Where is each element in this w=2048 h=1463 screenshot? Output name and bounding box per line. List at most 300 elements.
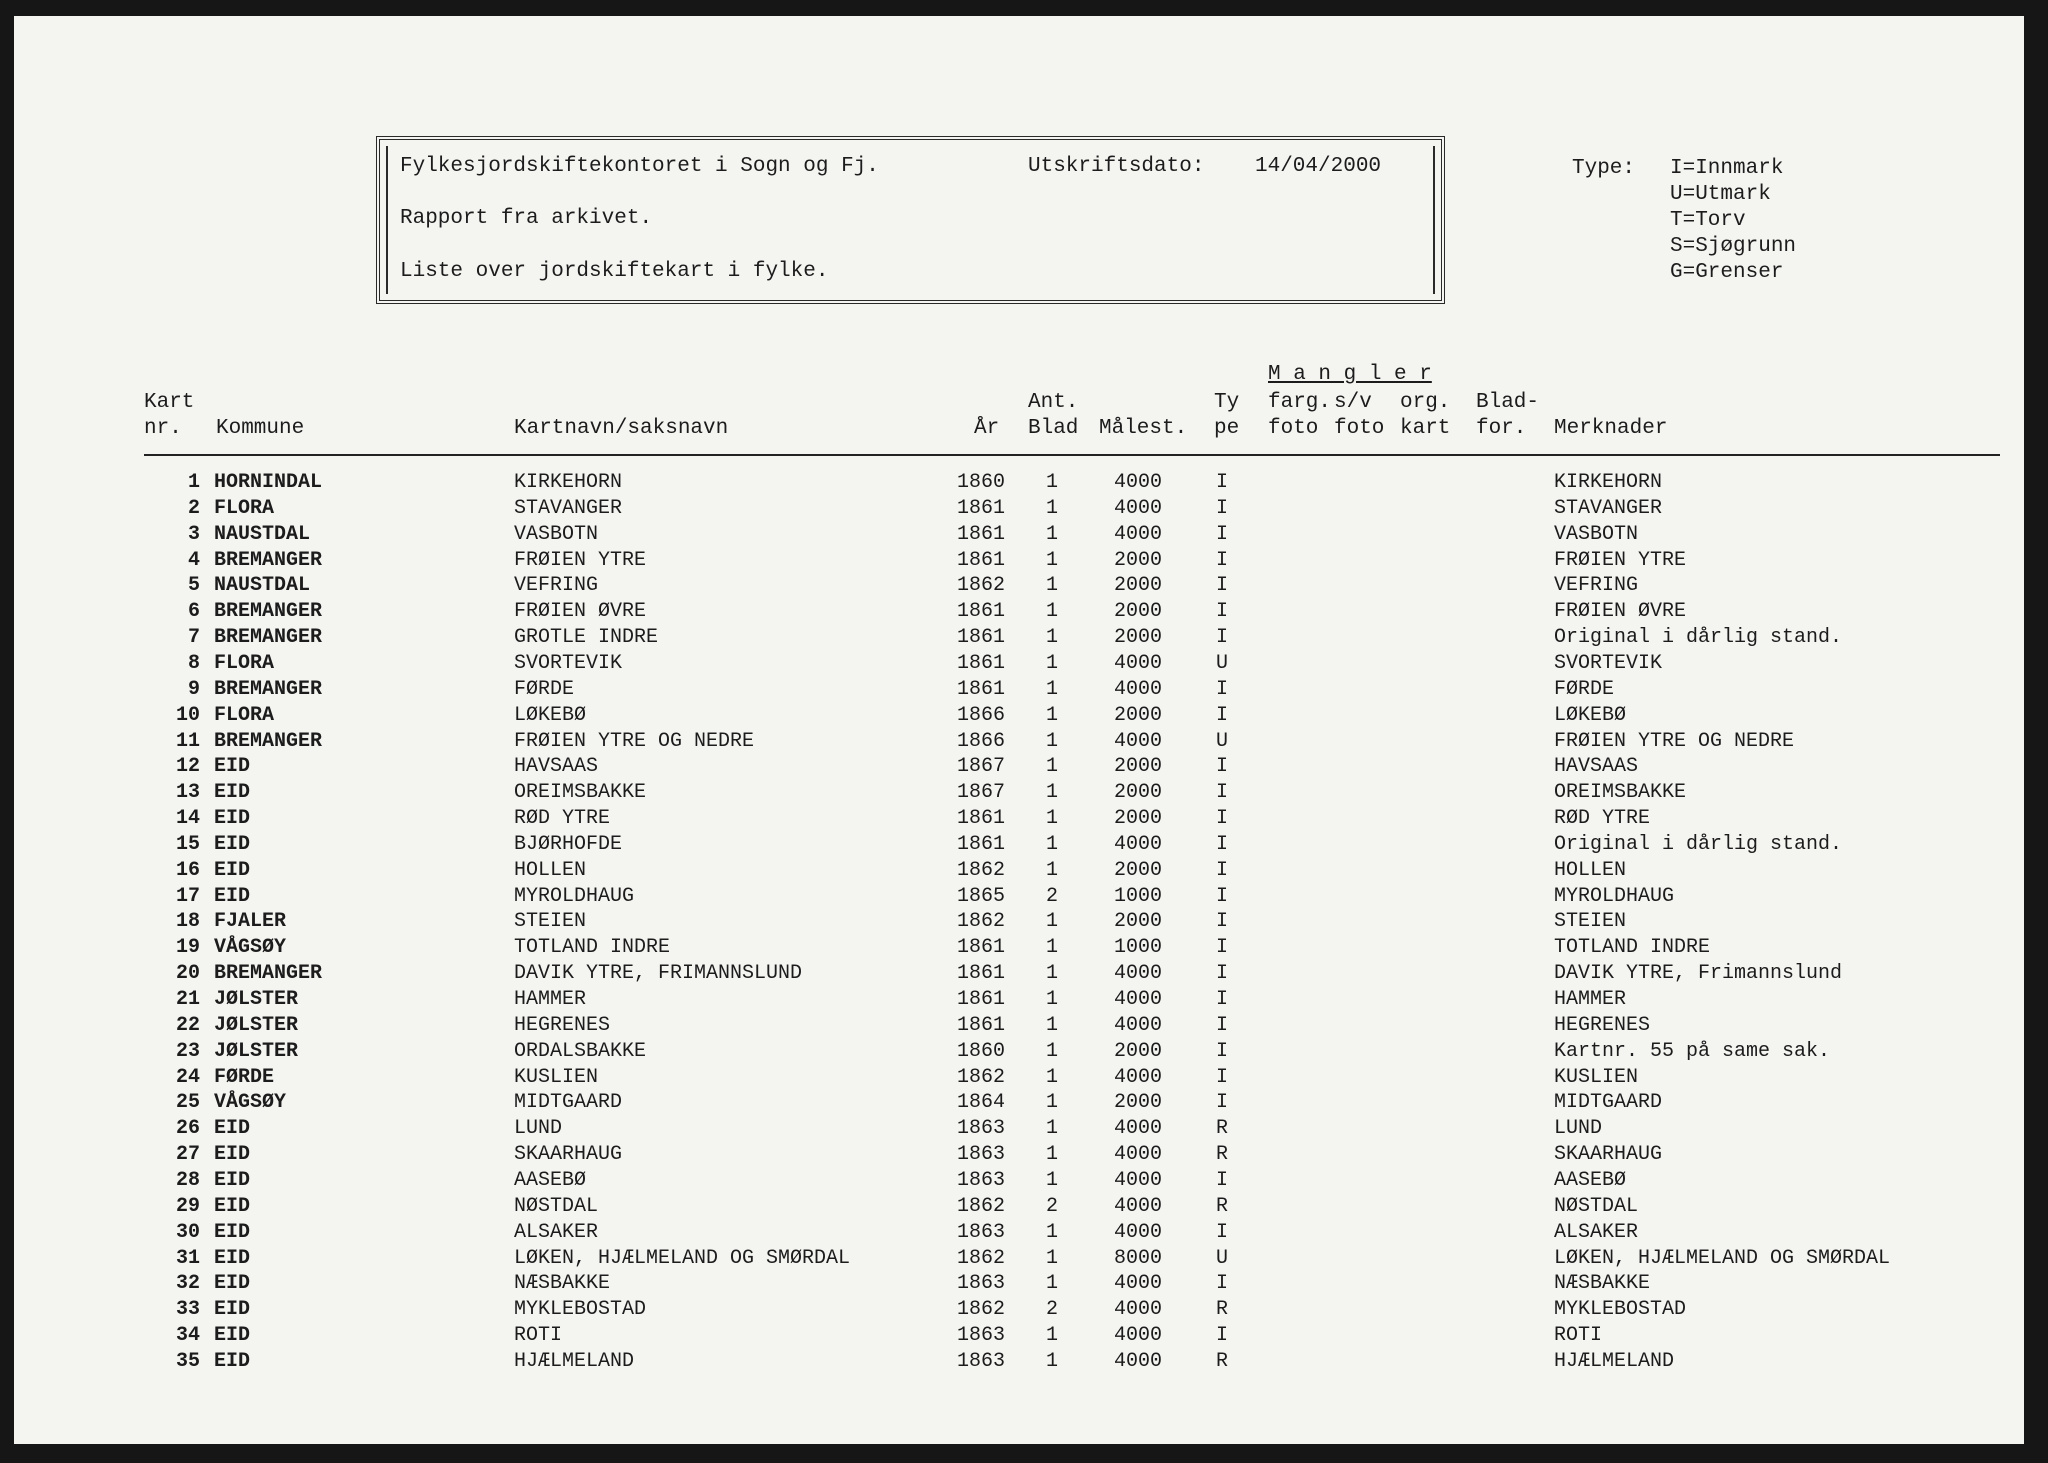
merknad-cell: LØKEN, HJÆLMELAND OG SMØRDAL bbox=[1554, 1246, 1891, 1270]
col-kartnavn: Kartnavn/saksnavn bbox=[514, 417, 729, 440]
malestokk-cell: 4000 bbox=[1114, 471, 1163, 494]
kommune-cell: NAUSTDAL bbox=[214, 574, 311, 598]
kart-nr-cell: 29 bbox=[175, 1194, 200, 1218]
malestokk-cell: 4000 bbox=[1114, 1143, 1163, 1167]
kart-nr-cell: 26 bbox=[175, 1117, 200, 1141]
kartnavn-cell: STEIEN bbox=[514, 910, 587, 934]
ar-cell: 1863 bbox=[957, 1220, 1006, 1244]
ant-blad-cell: 1 bbox=[1046, 1013, 1059, 1037]
kartnavn-cell: LØKEBØ bbox=[514, 703, 587, 727]
malestokk-cell: 4000 bbox=[1114, 1168, 1163, 1192]
kommune-cell: BREMANGER bbox=[214, 626, 323, 650]
kart-nr-cell: 16 bbox=[175, 858, 200, 882]
malestokk-cell: 2000 bbox=[1114, 807, 1163, 831]
col-ant-blad: Blad bbox=[1028, 417, 1079, 440]
kartnavn-cell: KUSLIEN bbox=[514, 1065, 599, 1089]
malestokk-cell: 4000 bbox=[1114, 522, 1163, 546]
ar-cell: 1861 bbox=[957, 936, 1006, 960]
kartnavn-cell: VASBOTN bbox=[514, 522, 599, 546]
kartnavn-cell: OREIMSBAKKE bbox=[514, 781, 647, 805]
ar-cell: 1861 bbox=[957, 496, 1006, 520]
kart-nr-cell: 5 bbox=[187, 574, 200, 598]
kommune-cell: EID bbox=[214, 807, 251, 831]
type-cell: R bbox=[1216, 1349, 1229, 1373]
type-cell: I bbox=[1216, 626, 1229, 650]
ar-cell: 1861 bbox=[957, 626, 1006, 650]
kart-nr-cell: 12 bbox=[175, 755, 200, 779]
ar-cell: 1861 bbox=[957, 988, 1006, 1011]
table-row bbox=[14, 1090, 2024, 1116]
type-cell: I bbox=[1216, 962, 1229, 986]
malestokk-cell: 4000 bbox=[1114, 962, 1163, 986]
kommune-cell: EID bbox=[214, 1194, 251, 1218]
ant-blad-cell: 1 bbox=[1046, 496, 1059, 520]
kommune-cell: FLORA bbox=[214, 496, 275, 520]
malestokk-cell: 4000 bbox=[1114, 1013, 1163, 1037]
ar-cell: 1866 bbox=[957, 729, 1006, 753]
kartnavn-cell: AASEBØ bbox=[514, 1168, 587, 1192]
type-legend-label: Type: bbox=[1572, 157, 1636, 180]
table-row bbox=[14, 780, 2024, 806]
merknad-cell: NØSTDAL bbox=[1554, 1194, 1639, 1218]
ar-cell: 1860 bbox=[957, 1039, 1006, 1063]
kommune-cell: HORNINDAL bbox=[214, 471, 323, 494]
type-cell: U bbox=[1216, 729, 1229, 753]
kommune-cell: FLORA bbox=[214, 703, 275, 727]
ar-cell: 1863 bbox=[957, 1272, 1006, 1296]
kart-nr-cell: 8 bbox=[187, 651, 200, 675]
malestokk-cell: 4000 bbox=[1114, 1117, 1163, 1141]
col-sv-foto: foto bbox=[1334, 417, 1385, 440]
table-row bbox=[14, 599, 2024, 625]
ant-blad-cell: 1 bbox=[1046, 1272, 1059, 1296]
kart-nr-cell: 28 bbox=[175, 1168, 200, 1192]
type-legend-item: S=Sjøgrunn bbox=[1670, 235, 1797, 258]
mangler-heading: M a n g l e r bbox=[1268, 363, 1432, 386]
kartnavn-cell: SVORTEVIK bbox=[514, 651, 623, 675]
type-cell: I bbox=[1216, 832, 1229, 856]
malestokk-cell: 4000 bbox=[1114, 496, 1163, 520]
merknad-cell: ALSAKER bbox=[1554, 1220, 1639, 1244]
print-date: 14/04/2000 bbox=[1255, 155, 1382, 178]
ar-cell: 1862 bbox=[957, 1246, 1006, 1270]
ant-blad-cell: 1 bbox=[1046, 600, 1059, 624]
kart-nr-cell: 3 bbox=[187, 522, 200, 546]
kart-nr-cell: 31 bbox=[175, 1246, 200, 1270]
kart-nr-cell: 6 bbox=[187, 600, 200, 624]
ant-blad-cell: 1 bbox=[1046, 962, 1059, 986]
kart-nr-cell: 34 bbox=[175, 1324, 200, 1348]
table-row bbox=[14, 1194, 2024, 1220]
malestokk-cell: 2000 bbox=[1114, 910, 1163, 934]
malestokk-cell: 4000 bbox=[1114, 1298, 1163, 1322]
table-row bbox=[14, 832, 2024, 858]
kommune-cell: BREMANGER bbox=[214, 600, 323, 624]
type-cell: I bbox=[1216, 755, 1229, 779]
kommune-cell: VÅGSØY bbox=[214, 1091, 287, 1115]
ar-cell: 1862 bbox=[957, 910, 1006, 934]
ar-cell: 1861 bbox=[957, 522, 1006, 546]
table-row bbox=[14, 1349, 2024, 1375]
merknad-cell: DAVIK YTRE, Frimannslund bbox=[1554, 962, 1843, 986]
table-row bbox=[14, 909, 2024, 935]
type-cell: I bbox=[1216, 677, 1229, 701]
kommune-cell: EID bbox=[214, 1143, 251, 1167]
table-row bbox=[14, 1142, 2024, 1168]
merknad-cell: FRØIEN YTRE OG NEDRE bbox=[1554, 729, 1795, 753]
ant-blad-cell: 1 bbox=[1046, 1039, 1059, 1063]
ant-blad-cell: 1 bbox=[1046, 548, 1059, 572]
type-cell: I bbox=[1216, 781, 1229, 805]
table-row bbox=[14, 1116, 2024, 1142]
col-org-kart: kart bbox=[1400, 417, 1451, 440]
malestokk-cell: 1000 bbox=[1114, 936, 1163, 960]
merknad-cell: NÆSBAKKE bbox=[1554, 1272, 1651, 1296]
ant-blad-cell: 1 bbox=[1046, 651, 1059, 675]
ar-cell: 1864 bbox=[957, 1091, 1006, 1115]
type-cell: I bbox=[1216, 522, 1229, 546]
type-cell: I bbox=[1216, 1324, 1229, 1348]
ant-blad-cell: 1 bbox=[1046, 910, 1059, 934]
kart-nr-cell: 20 bbox=[175, 962, 200, 986]
type-cell: I bbox=[1216, 600, 1229, 624]
ar-cell: 1861 bbox=[957, 1013, 1006, 1037]
table-row bbox=[14, 1065, 2024, 1091]
ar-cell: 1862 bbox=[957, 1194, 1006, 1218]
kommune-cell: EID bbox=[214, 858, 251, 882]
table-row bbox=[14, 573, 2024, 599]
merknad-cell: HJÆLMELAND bbox=[1554, 1349, 1675, 1373]
col-type: Ty bbox=[1214, 391, 1240, 414]
type-cell: I bbox=[1216, 988, 1229, 1011]
merknad-cell: OREIMSBAKKE bbox=[1554, 781, 1687, 805]
kartnavn-cell: HAMMER bbox=[514, 988, 587, 1011]
merknad-cell: LØKEBØ bbox=[1554, 703, 1627, 727]
kart-nr-cell: 17 bbox=[175, 884, 200, 908]
kart-nr-cell: 33 bbox=[175, 1298, 200, 1322]
table-row bbox=[14, 522, 2024, 548]
kart-nr-cell: 10 bbox=[175, 703, 200, 727]
kartnavn-cell: DAVIK YTRE, FRIMANNSLUND bbox=[514, 962, 803, 986]
type-cell: I bbox=[1216, 1091, 1229, 1115]
merknad-cell: FRØIEN ØVRE bbox=[1554, 600, 1687, 624]
ant-blad-cell: 1 bbox=[1046, 858, 1059, 882]
ant-blad-cell: 1 bbox=[1046, 807, 1059, 831]
table-row bbox=[14, 987, 2024, 1013]
kommune-cell: VÅGSØY bbox=[214, 936, 287, 960]
type-cell: I bbox=[1216, 1220, 1229, 1244]
kartnavn-cell: SKAARHAUG bbox=[514, 1143, 623, 1167]
table-row bbox=[14, 1246, 2024, 1272]
type-cell: I bbox=[1216, 1039, 1229, 1063]
type-cell: I bbox=[1216, 496, 1229, 520]
table-row bbox=[14, 884, 2024, 910]
ant-blad-cell: 1 bbox=[1046, 703, 1059, 727]
report-subtitle: Rapport fra arkivet. bbox=[400, 207, 653, 230]
merknad-cell: Original i dårlig stand. bbox=[1554, 832, 1843, 856]
table-row bbox=[14, 858, 2024, 884]
malestokk-cell: 2000 bbox=[1114, 858, 1163, 882]
kommune-cell: JØLSTER bbox=[214, 1039, 299, 1063]
print-date-label: Utskriftsdato: bbox=[1028, 155, 1205, 178]
kart-nr-cell: 22 bbox=[175, 1013, 200, 1037]
type-cell: U bbox=[1216, 1246, 1229, 1270]
ant-blad-cell: 1 bbox=[1046, 988, 1059, 1011]
malestokk-cell: 2000 bbox=[1114, 548, 1163, 572]
merknad-cell: KUSLIEN bbox=[1554, 1065, 1639, 1089]
col-farg-foto: farg. bbox=[1268, 391, 1332, 414]
ar-cell: 1862 bbox=[957, 574, 1006, 598]
ant-blad-cell: 2 bbox=[1046, 884, 1059, 908]
merknad-cell: HEGRENES bbox=[1554, 1013, 1651, 1037]
merknad-cell: MYKLEBOSTAD bbox=[1554, 1298, 1687, 1322]
malestokk-cell: 2000 bbox=[1114, 574, 1163, 598]
ant-blad-cell: 1 bbox=[1046, 574, 1059, 598]
merknad-cell: RØD YTRE bbox=[1554, 807, 1651, 831]
ar-cell: 1861 bbox=[957, 832, 1006, 856]
type-legend-item: I=Innmark bbox=[1670, 157, 1784, 180]
malestokk-cell: 2000 bbox=[1114, 781, 1163, 805]
ar-cell: 1861 bbox=[957, 677, 1006, 701]
kommune-cell: FLORA bbox=[214, 651, 275, 675]
table-row bbox=[14, 625, 2024, 651]
kommune-cell: EID bbox=[214, 1246, 251, 1270]
kartnavn-cell: VEFRING bbox=[514, 574, 599, 598]
merknad-cell: MIDTGAARD bbox=[1554, 1091, 1663, 1115]
merknad-cell: VEFRING bbox=[1554, 574, 1639, 598]
kommune-cell: EID bbox=[214, 1168, 251, 1192]
table-row bbox=[14, 754, 2024, 780]
kommune-cell: EID bbox=[214, 755, 251, 779]
kartnavn-cell: TOTLAND INDRE bbox=[514, 936, 671, 960]
kart-nr-cell: 9 bbox=[187, 677, 200, 701]
col-sv-foto: s/v bbox=[1334, 391, 1372, 414]
col-kart-nr: Kart bbox=[144, 391, 195, 414]
kart-nr-cell: 19 bbox=[175, 936, 200, 960]
ant-blad-cell: 1 bbox=[1046, 626, 1059, 650]
table-row bbox=[14, 1013, 2024, 1039]
malestokk-cell: 2000 bbox=[1114, 600, 1163, 624]
malestokk-cell: 4000 bbox=[1114, 677, 1163, 701]
kartnavn-cell: GROTLE INDRE bbox=[514, 626, 659, 650]
kart-nr-cell: 21 bbox=[175, 988, 200, 1011]
kommune-cell: EID bbox=[214, 1298, 251, 1322]
merknad-cell: HAVSAAS bbox=[1554, 755, 1639, 779]
kartnavn-cell: RØD YTRE bbox=[514, 807, 611, 831]
kommune-cell: FJALER bbox=[214, 910, 287, 934]
ar-cell: 1861 bbox=[957, 651, 1006, 675]
malestokk-cell: 2000 bbox=[1114, 703, 1163, 727]
col-kommune: Kommune bbox=[216, 417, 305, 440]
malestokk-cell: 4000 bbox=[1114, 1324, 1163, 1348]
col-ant-blad: Ant. bbox=[1028, 391, 1079, 414]
malestokk-cell: 2000 bbox=[1114, 1039, 1163, 1063]
type-cell: I bbox=[1216, 574, 1229, 598]
ar-cell: 1867 bbox=[957, 781, 1006, 805]
document-page bbox=[14, 16, 2024, 1444]
ar-cell: 1861 bbox=[957, 600, 1006, 624]
kommune-cell: EID bbox=[214, 884, 251, 908]
merknad-cell: VASBOTN bbox=[1554, 522, 1639, 546]
type-cell: I bbox=[1216, 1065, 1229, 1089]
type-cell: I bbox=[1216, 858, 1229, 882]
kommune-cell: EID bbox=[214, 1349, 251, 1373]
kartnavn-cell: NÆSBAKKE bbox=[514, 1272, 611, 1296]
ant-blad-cell: 1 bbox=[1046, 677, 1059, 701]
merknad-cell: Original i dårlig stand. bbox=[1554, 626, 1843, 650]
kartnavn-cell: HEGRENES bbox=[514, 1013, 611, 1037]
report-title: Liste over jordskiftekart i fylke. bbox=[400, 260, 829, 283]
type-cell: I bbox=[1216, 807, 1229, 831]
kommune-cell: BREMANGER bbox=[214, 962, 323, 986]
type-legend-item: G=Grenser bbox=[1670, 261, 1784, 284]
kommune-cell: FØRDE bbox=[214, 1065, 275, 1089]
malestokk-cell: 4000 bbox=[1114, 1349, 1163, 1373]
kommune-cell: BREMANGER bbox=[214, 677, 323, 701]
merknad-cell: HAMMER bbox=[1554, 988, 1627, 1011]
kartnavn-cell: LUND bbox=[514, 1117, 563, 1141]
col-org-kart: org. bbox=[1400, 391, 1451, 414]
col-merknader: Merknader bbox=[1554, 417, 1668, 440]
ant-blad-cell: 1 bbox=[1046, 832, 1059, 856]
merknad-cell: STAVANGER bbox=[1554, 496, 1663, 520]
kart-nr-cell: 23 bbox=[175, 1039, 200, 1063]
type-cell: R bbox=[1216, 1143, 1229, 1167]
type-cell: U bbox=[1216, 651, 1229, 675]
table-row bbox=[14, 548, 2024, 574]
kartnavn-cell: FRØIEN YTRE bbox=[514, 548, 647, 572]
kommune-cell: EID bbox=[214, 781, 251, 805]
ant-blad-cell: 1 bbox=[1046, 729, 1059, 753]
ant-blad-cell: 1 bbox=[1046, 781, 1059, 805]
kartnavn-cell: FØRDE bbox=[514, 677, 575, 701]
kart-nr-cell: 7 bbox=[187, 626, 200, 650]
type-cell: I bbox=[1216, 548, 1229, 572]
kartnavn-cell: STAVANGER bbox=[514, 496, 623, 520]
malestokk-cell: 4000 bbox=[1114, 729, 1163, 753]
table-row bbox=[14, 729, 2024, 755]
malestokk-cell: 4000 bbox=[1114, 988, 1163, 1011]
ant-blad-cell: 1 bbox=[1046, 1065, 1059, 1089]
ant-blad-cell: 1 bbox=[1046, 522, 1059, 546]
merknad-cell: LUND bbox=[1554, 1117, 1603, 1141]
col-type: pe bbox=[1214, 417, 1240, 440]
malestokk-cell: 4000 bbox=[1114, 1220, 1163, 1244]
malestokk-cell: 4000 bbox=[1114, 1065, 1163, 1089]
kommune-cell: EID bbox=[214, 1272, 251, 1296]
kartnavn-cell: MYROLDHAUG bbox=[514, 884, 635, 908]
ar-cell: 1861 bbox=[957, 548, 1006, 572]
col-bladfor: for. bbox=[1476, 417, 1527, 440]
kartnavn-cell: ROTI bbox=[514, 1324, 563, 1348]
kartnavn-cell: BJØRHOFDE bbox=[514, 832, 623, 856]
malestokk-cell: 4000 bbox=[1114, 1194, 1163, 1218]
kartnavn-cell: LØKEN, HJÆLMELAND OG SMØRDAL bbox=[514, 1246, 851, 1270]
col-bladfor: Blad- bbox=[1476, 391, 1540, 414]
ar-cell: 1861 bbox=[957, 807, 1006, 831]
merknad-cell: FØRDE bbox=[1554, 677, 1615, 701]
kartnavn-cell: MIDTGAARD bbox=[514, 1091, 623, 1115]
malestokk-cell: 8000 bbox=[1114, 1246, 1163, 1270]
type-cell: I bbox=[1216, 1272, 1229, 1296]
table-row bbox=[14, 806, 2024, 832]
table-row bbox=[14, 961, 2024, 987]
ar-cell: 1867 bbox=[957, 755, 1006, 779]
type-cell: I bbox=[1216, 1168, 1229, 1192]
ant-blad-cell: 1 bbox=[1046, 1246, 1059, 1270]
col-malestokk: Målest. bbox=[1099, 417, 1188, 440]
kart-nr-cell: 4 bbox=[187, 548, 200, 572]
table-row bbox=[14, 1220, 2024, 1246]
kartnavn-cell: ALSAKER bbox=[514, 1220, 599, 1244]
col-ar: År bbox=[974, 417, 1000, 440]
kommune-cell: JØLSTER bbox=[214, 1013, 299, 1037]
merknad-cell: ROTI bbox=[1554, 1324, 1603, 1348]
kartnavn-cell: KIRKEHORN bbox=[514, 471, 623, 494]
type-cell: R bbox=[1216, 1298, 1229, 1322]
ant-blad-cell: 1 bbox=[1046, 1091, 1059, 1115]
type-cell: I bbox=[1216, 471, 1229, 494]
kart-nr-cell: 11 bbox=[175, 729, 200, 753]
ar-cell: 1860 bbox=[957, 471, 1006, 494]
merknad-cell: SVORTEVIK bbox=[1554, 651, 1663, 675]
kommune-cell: BREMANGER bbox=[214, 548, 323, 572]
kart-nr-cell: 27 bbox=[175, 1143, 200, 1167]
ant-blad-cell: 1 bbox=[1046, 1324, 1059, 1348]
kart-nr-cell: 13 bbox=[175, 781, 200, 805]
kommune-cell: EID bbox=[214, 1117, 251, 1141]
malestokk-cell: 2000 bbox=[1114, 1091, 1163, 1115]
type-cell: R bbox=[1216, 1117, 1229, 1141]
col-farg-foto: foto bbox=[1268, 417, 1319, 440]
ant-blad-cell: 1 bbox=[1046, 1143, 1059, 1167]
type-cell: I bbox=[1216, 703, 1229, 727]
table-row bbox=[14, 1039, 2024, 1065]
malestokk-cell: 2000 bbox=[1114, 626, 1163, 650]
ar-cell: 1863 bbox=[957, 1168, 1006, 1192]
kart-nr-cell: 25 bbox=[175, 1091, 200, 1115]
table-row bbox=[14, 677, 2024, 703]
merknad-cell: TOTLAND INDRE bbox=[1554, 936, 1711, 960]
type-cell: I bbox=[1216, 884, 1229, 908]
office-name: Fylkesjordskiftekontoret i Sogn og Fj. bbox=[400, 155, 879, 178]
ar-cell: 1866 bbox=[957, 703, 1006, 727]
type-cell: I bbox=[1216, 1013, 1229, 1037]
merknad-cell: Kartnr. 55 på same sak. bbox=[1554, 1039, 1831, 1063]
malestokk-cell: 4000 bbox=[1114, 1272, 1163, 1296]
type-cell: R bbox=[1216, 1194, 1229, 1218]
table-row bbox=[14, 703, 2024, 729]
kart-nr-cell: 32 bbox=[175, 1272, 200, 1296]
merknad-cell: HOLLEN bbox=[1554, 858, 1627, 882]
kart-nr-cell: 1 bbox=[187, 471, 200, 494]
kommune-cell: EID bbox=[214, 832, 251, 856]
type-legend-item: T=Torv bbox=[1670, 209, 1746, 232]
malestokk-cell: 4000 bbox=[1114, 832, 1163, 856]
ant-blad-cell: 1 bbox=[1046, 1349, 1059, 1373]
merknad-cell: MYROLDHAUG bbox=[1554, 884, 1675, 908]
merknad-cell: FRØIEN YTRE bbox=[1554, 548, 1687, 572]
ar-cell: 1863 bbox=[957, 1117, 1006, 1141]
kart-nr-cell: 24 bbox=[175, 1065, 200, 1089]
type-cell: I bbox=[1216, 936, 1229, 960]
kartnavn-cell: HJÆLMELAND bbox=[514, 1349, 635, 1373]
merknad-cell: STEIEN bbox=[1554, 910, 1627, 934]
kart-nr-cell: 15 bbox=[175, 832, 200, 856]
kartnavn-cell: MYKLEBOSTAD bbox=[514, 1298, 647, 1322]
kartnavn-cell: HOLLEN bbox=[514, 858, 587, 882]
type-legend-item: U=Utmark bbox=[1670, 183, 1771, 206]
